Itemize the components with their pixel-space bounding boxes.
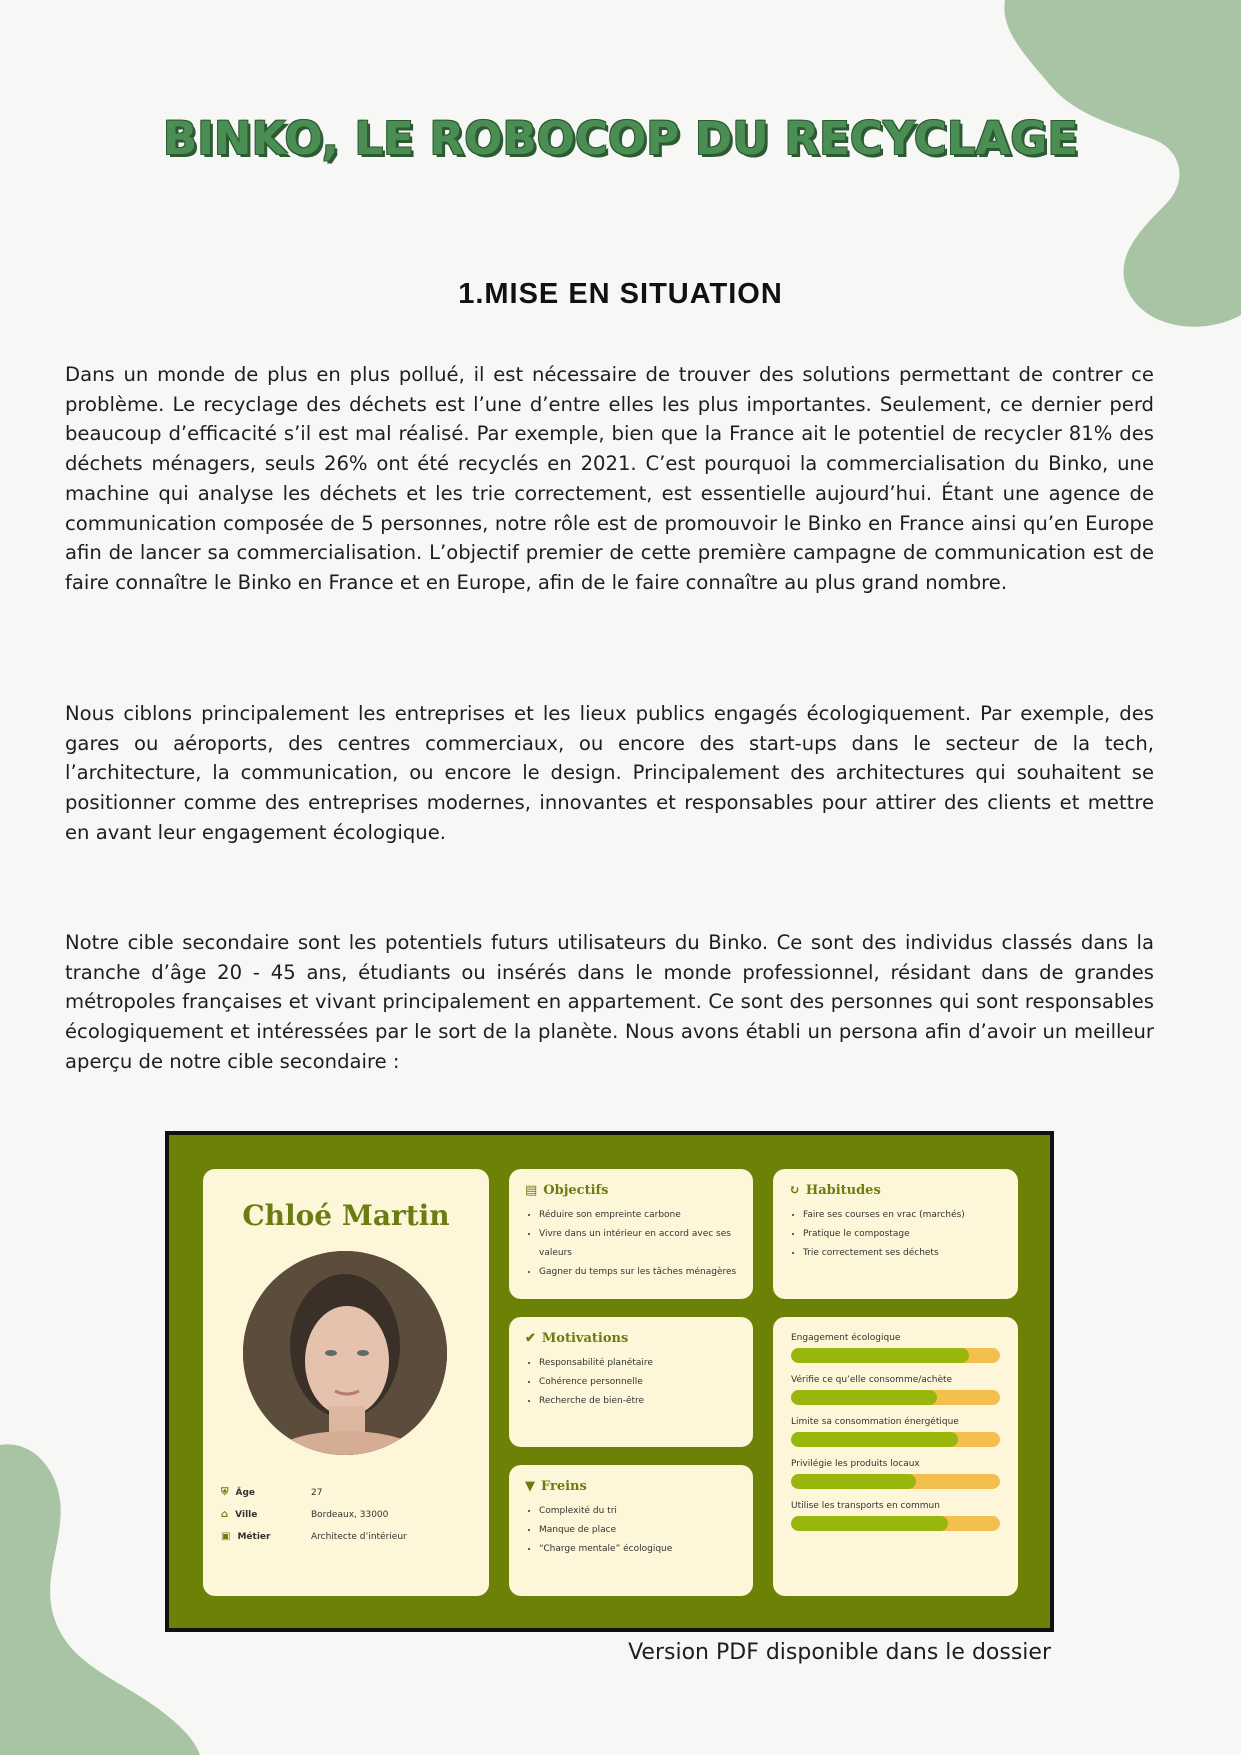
rating-label: Vérifie ce qu’elle consomme/achète	[791, 1375, 953, 1385]
caption: Version PDF disponible dans le dossier	[628, 1640, 1051, 1665]
paragraph-3: Notre cible secondaire sont les potentiels futurs utilisateurs du Binko. Ce sont des individus classés dans la tranche d’âge 20 - 45 ans, étudiants ou insérés dans le monde professionnel, résidant dans de grandes métropoles françaises et vivant principalement en appartement. Ce sont des personnes qui sont responsables écologiquement et intéressées par le sort de la planète. Nous avons établi un persona afin d’avoir un meilleur aperçu de notre cible secondaire :	[65, 931, 1154, 1073]
list-item: • Réduire son empreinte carbone	[539, 1206, 737, 1225]
rating-bar	[791, 1432, 1000, 1447]
rating-bar	[791, 1348, 1000, 1363]
section-number: 1.	[458, 278, 485, 310]
info-row-age: ⛨ Âge 27	[221, 1487, 323, 1498]
list-item: • Faire ses courses en vrac (marchés)	[803, 1206, 1002, 1225]
home-icon: ⌂	[221, 1509, 229, 1520]
objectifs-list	[525, 1206, 737, 1282]
calendar-icon: ▤	[525, 1183, 538, 1198]
rating-bar-fill	[791, 1516, 948, 1531]
objectifs-card	[509, 1169, 753, 1299]
refresh-icon: ↻	[789, 1183, 800, 1198]
list-item: • Responsabilité planétaire	[539, 1354, 737, 1373]
rating-label: Limite sa consommation énergétique	[791, 1417, 959, 1427]
motivations-card	[509, 1317, 753, 1447]
list-item: • Complexité du tri	[539, 1502, 737, 1521]
rating-bar	[791, 1390, 1000, 1405]
motivations-title: Motivations	[541, 1331, 629, 1346]
thumbs-down-icon: ▼	[525, 1479, 535, 1494]
info-row-metier: ▣ Métier Architecte d’intérieur	[221, 1531, 407, 1542]
paragraph-1: Dans un monde de plus en plus pollué, il est nécessaire de trouver des solutions permettant de contrer ce problème. Le recyclage des déchets est l’une d’entre elles les plus importantes. Seulement, ce dernier perd beaucoup d’efficacité s’il est mal réalisé. Par exemple, bien que la France ait le potentiel de recycler 81% des déchets ménagers, seuls 26% ont été recyclés en 2021. C’est pourquoi la commercialisation du Binko, une machine qui analyse les déchets et les trie correctement, est essentielle aujourd’hui. Étant une agence de communication composée de 5 personnes, notre rôle est de promouvoir le Binko en France ainsi qu’en Europe afin de lancer sa commercialisation. L’objectif premier de cette première campagne de communication est de faire connaître le Binko en France et en Europe, afin de le faire connaître au plus grand nombre.	[65, 363, 1154, 594]
rating-item	[791, 1459, 1000, 1489]
persona-profile-card	[203, 1169, 489, 1596]
freins-list	[525, 1502, 737, 1559]
habitudes-title: Habitudes	[805, 1183, 881, 1198]
habitudes-list	[789, 1206, 1002, 1263]
persona-photo	[243, 1251, 447, 1455]
ratings-card	[773, 1317, 1018, 1596]
rating-item	[791, 1375, 1000, 1405]
rating-bar-fill	[791, 1474, 916, 1489]
rating-item	[791, 1333, 1000, 1363]
rating-bar-fill	[791, 1432, 958, 1447]
rating-item	[791, 1501, 1000, 1531]
rating-label: Engagement écologique	[791, 1333, 901, 1343]
freins-card	[509, 1465, 753, 1596]
page-title: BINKO, LE ROBOCOP DU RECYCLAGE	[162, 112, 1079, 165]
list-item: • Cohérence personnelle	[539, 1373, 737, 1392]
objectifs-title: Objectifs	[543, 1183, 609, 1198]
rating-item	[791, 1417, 1000, 1447]
shield-icon: ⛨	[221, 1487, 229, 1498]
habitudes-card	[773, 1169, 1018, 1299]
section-title	[0, 278, 1241, 311]
portrait-illustration	[243, 1251, 447, 1455]
list-item: • Pratique le compostage	[803, 1225, 1002, 1244]
persona-name: Chloé Martin	[242, 1199, 450, 1232]
rating-bar	[791, 1474, 1000, 1489]
list-item: • Gagner du temps sur les tâches ménagères	[539, 1263, 737, 1282]
rating-label: Privilégie les produits locaux	[791, 1459, 920, 1469]
briefcase-icon: ▣	[221, 1531, 231, 1542]
rating-bar-fill	[791, 1348, 969, 1363]
rating-bar-fill	[791, 1390, 937, 1405]
list-item: • “Charge mentale” écologique	[539, 1540, 737, 1559]
list-item: • Recherche de bien-être	[539, 1392, 737, 1411]
rating-bar	[791, 1516, 1000, 1531]
check-badge-icon: ✔	[525, 1331, 536, 1346]
list-item: • Vivre dans un intérieur en accord avec ses valeurs	[539, 1225, 737, 1263]
motivations-list	[525, 1354, 737, 1411]
list-item: • Trie correctement ses déchets	[803, 1244, 1002, 1263]
section-title-text: MISE EN SITUATION	[484, 278, 783, 310]
rating-label: Utilise les transports en commun	[791, 1501, 940, 1511]
list-item: • Manque de place	[539, 1521, 737, 1540]
paragraph-2: Nous ciblons principalement les entreprises et les lieux publics engagés écologiquement. Par exemple, des gares ou aéroports, des centres commerciaux, ou encore des start-ups dans le secteur de la tech, l’architecture, la communication, ou encore le design. Principalement des architectures qui souhaitent se positionner comme des entreprises modernes, innovantes et responsables pour attirer des clients et mettre en avant leur engagement écologique.	[65, 702, 1154, 844]
persona-figure	[165, 1131, 1054, 1632]
info-row-ville: ⌂ Ville Bordeaux, 33000	[221, 1509, 389, 1520]
freins-title: Freins	[541, 1479, 587, 1494]
